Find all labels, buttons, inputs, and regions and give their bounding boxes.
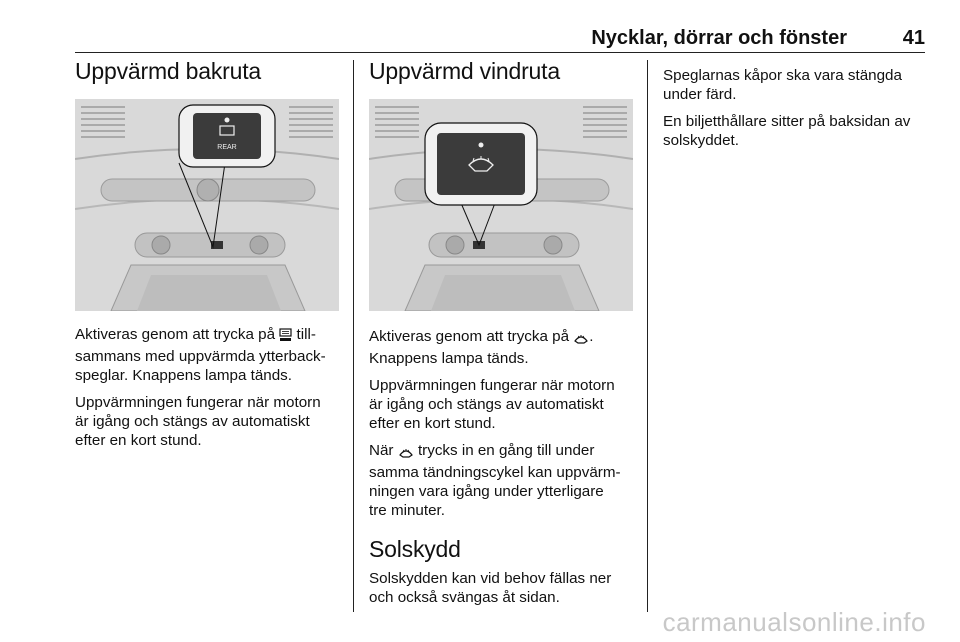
text-line: En biljetthållare sitter på baksidan av	[663, 113, 911, 130]
dashboard-illustration	[369, 99, 633, 311]
text-line: efter en kort stund.	[75, 432, 202, 449]
text-line: under färd.	[663, 86, 737, 103]
page-header	[75, 22, 925, 53]
rear-button-label: REAR	[217, 144, 237, 151]
paragraph	[663, 66, 931, 104]
dashboard-illustration	[75, 99, 339, 311]
text-line: trycks in en gång till under	[417, 442, 595, 459]
section-heading: Uppvärmd vindruta	[369, 58, 560, 84]
column-sunvisor-notes	[663, 66, 931, 150]
text-line: Aktiveras genom att trycka på	[75, 326, 276, 343]
text-line: efter en kort stund.	[369, 415, 496, 432]
text-line: Aktiveras genom att trycka på	[369, 328, 570, 345]
watermark: carmanualsonline.info	[662, 607, 926, 637]
page-number: 41	[902, 27, 925, 49]
paragraph	[369, 569, 637, 607]
paragraph	[75, 393, 343, 450]
windscreen-defrost-icon	[573, 330, 589, 349]
section-heading: Solskydd	[369, 536, 461, 562]
text-line: och också svängas åt sidan.	[369, 589, 560, 606]
column-divider	[647, 60, 648, 612]
text-line: är igång och stängs av automatiskt	[75, 413, 310, 430]
text-line: Uppvärmningen fungerar när motorn	[369, 377, 615, 394]
column-windscreen	[369, 58, 637, 607]
paragraph	[369, 376, 637, 433]
windscreen-defrost-illustration	[369, 99, 633, 311]
text-line: sammans med uppvärmda ytterback-	[75, 348, 326, 365]
text-line: Knappens lampa tänds.	[369, 350, 529, 367]
windscreen-defrost-icon	[398, 444, 414, 463]
column-divider	[353, 60, 354, 612]
text-line: Solskydden kan vid behov fällas ner	[369, 570, 612, 587]
column-rear-window	[75, 58, 343, 450]
text-line: ningen vara igång under ytterligare	[369, 483, 604, 500]
paragraph	[369, 441, 637, 520]
text-line: till-	[296, 326, 316, 343]
text-line: När	[369, 442, 394, 459]
paragraph	[75, 325, 343, 385]
text-line: speglar. Knappens lampa tänds.	[75, 367, 292, 384]
rear-defrost-illustration	[75, 99, 339, 311]
paragraph	[663, 112, 931, 150]
rear-defrost-icon	[279, 328, 292, 347]
text-line: Speglarnas kåpor ska vara stängda	[663, 67, 902, 84]
text-line: tre minuter.	[369, 502, 445, 519]
text-line: samma tändningscykel kan uppvärm-	[369, 464, 621, 481]
text-line: Uppvärmningen fungerar när motorn	[75, 394, 321, 411]
text-line: solskyddet.	[663, 132, 739, 149]
chapter-title: Nycklar, dörrar och fönster	[591, 27, 847, 49]
text-line: .	[589, 328, 594, 345]
text-line: är igång och stängs av automatiskt	[369, 396, 604, 413]
section-heading: Uppvärmd bakruta	[75, 58, 261, 84]
paragraph	[369, 327, 637, 368]
